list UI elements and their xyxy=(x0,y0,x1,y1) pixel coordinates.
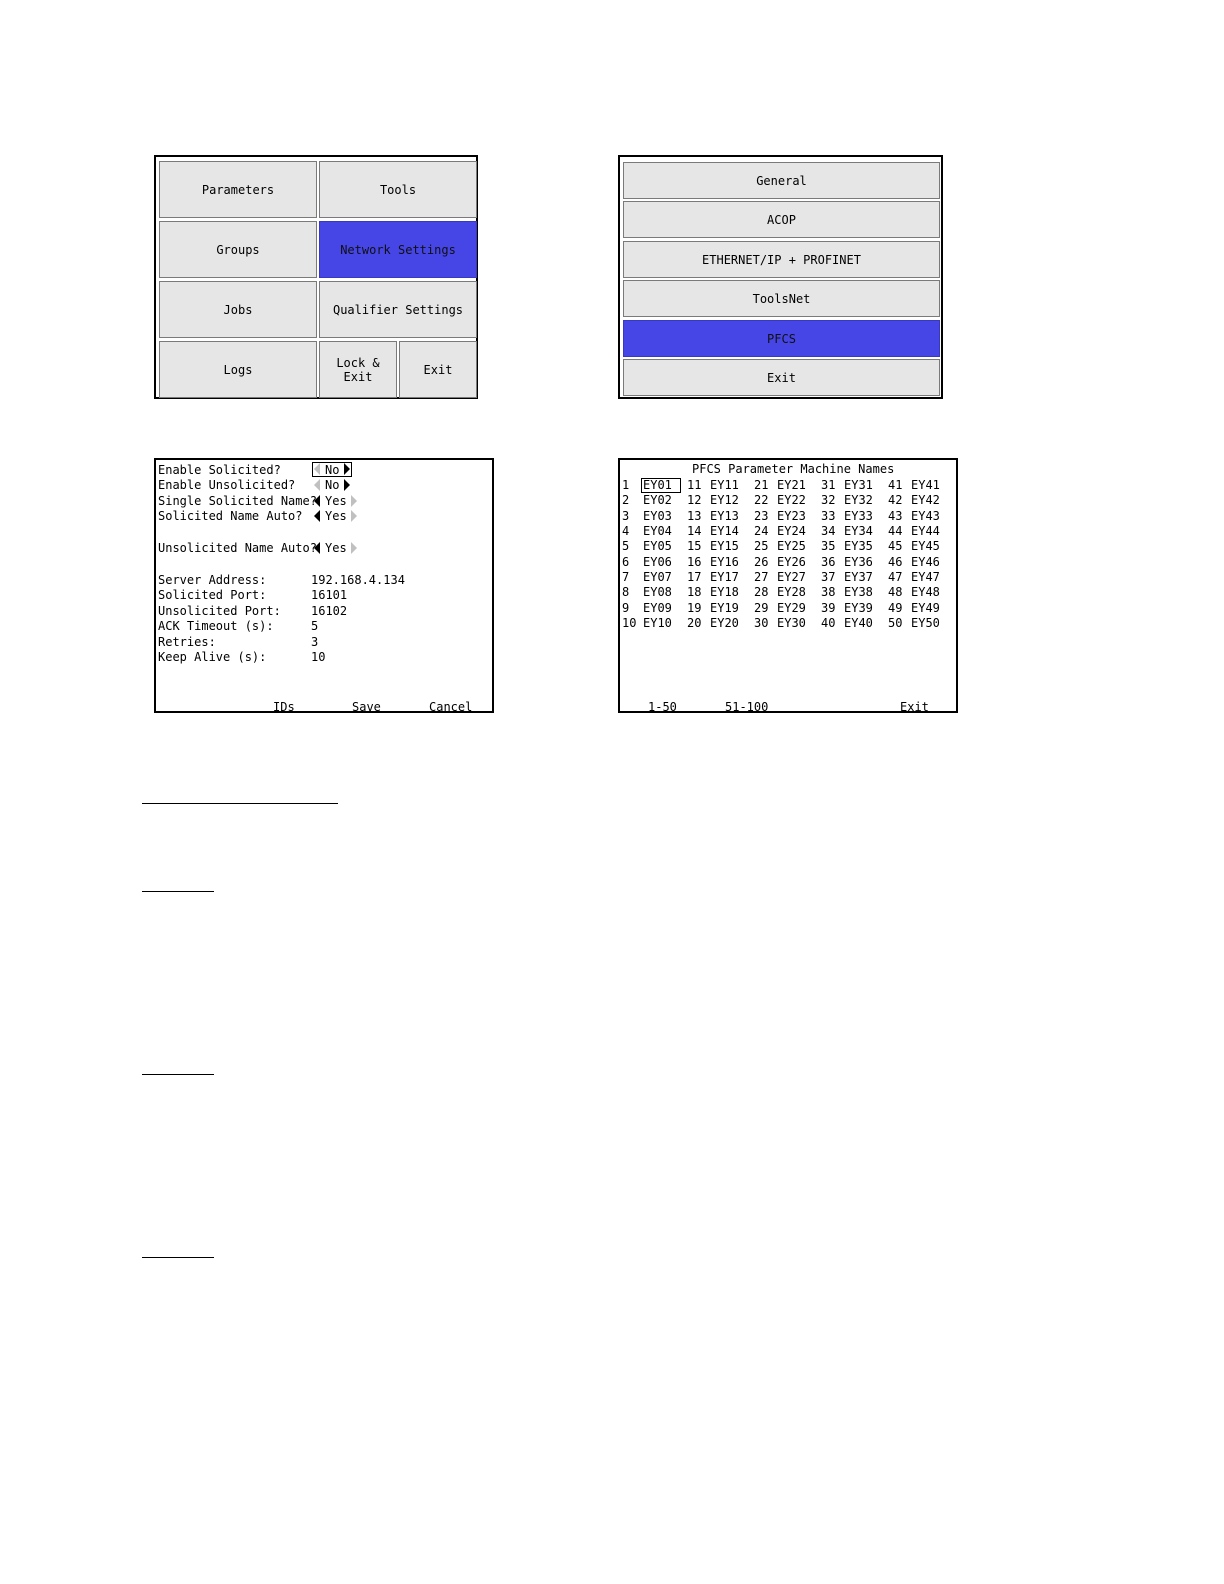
machine-name-field[interactable]: EY24 xyxy=(777,524,806,539)
pfcs-settings-panel xyxy=(154,458,494,713)
machine-names-panel xyxy=(618,458,958,713)
machine-name-field[interactable]: EY47 xyxy=(911,570,940,585)
name-index: 39 xyxy=(821,600,836,615)
name-index: 29 xyxy=(754,600,769,615)
subsection-underline xyxy=(142,1074,214,1075)
name-index: 22 xyxy=(754,493,769,508)
left-arrow-icon[interactable] xyxy=(314,542,320,554)
exit-softkey[interactable]: Exit xyxy=(900,700,929,714)
acop-item[interactable] xyxy=(623,201,940,238)
name-index: 37 xyxy=(821,570,836,585)
name-index: 49 xyxy=(888,600,903,615)
lock-exit-label-line1: Lock & xyxy=(336,355,380,370)
left-arrow-icon[interactable] xyxy=(314,495,320,507)
machine-name-field[interactable]: EY01 xyxy=(643,478,672,492)
name-index: 41 xyxy=(888,478,903,492)
solicited-name-auto-value[interactable]: Yes xyxy=(325,509,347,523)
machine-name-field[interactable]: EY05 xyxy=(643,539,672,554)
exit-item-label: Exit xyxy=(767,370,796,385)
right-arrow-icon[interactable] xyxy=(351,542,357,554)
logs-button[interactable] xyxy=(159,341,317,398)
name-index: 18 xyxy=(687,585,702,600)
retries-label: Retries: xyxy=(158,635,216,649)
right-arrow-icon[interactable] xyxy=(344,463,350,475)
machine-name-field[interactable]: EY06 xyxy=(643,554,672,569)
machine-name-field[interactable]: EY43 xyxy=(911,508,940,523)
right-arrow-icon[interactable] xyxy=(351,510,357,522)
jobs-button[interactable] xyxy=(159,281,317,338)
main-menu-panel xyxy=(154,155,478,399)
machine-name-field[interactable]: EY21 xyxy=(777,478,806,492)
machine-name-field[interactable]: EY29 xyxy=(777,600,806,615)
tools-label: Tools xyxy=(379,182,417,197)
machine-name-field[interactable]: EY18 xyxy=(710,585,739,600)
name-index: 32 xyxy=(821,493,836,508)
machine-name-field[interactable]: EY10 xyxy=(643,616,672,631)
subsection-underline xyxy=(142,1257,214,1258)
name-index: 50 xyxy=(888,616,903,631)
unsolicited-name-auto-value[interactable]: Yes xyxy=(325,541,347,555)
name-index: 19 xyxy=(687,600,702,615)
machine-names-title: PFCS Parameter Machine Names xyxy=(692,462,895,476)
name-index: 34 xyxy=(821,524,836,539)
acop-label: ACOP xyxy=(767,212,796,227)
save-softkey[interactable]: Save xyxy=(352,700,381,714)
general-item[interactable] xyxy=(623,162,940,199)
ids-softkey[interactable]: IDs xyxy=(273,700,295,714)
network-settings-button[interactable] xyxy=(319,221,477,278)
machine-name-field[interactable]: EY13 xyxy=(710,508,739,523)
jobs-label: Jobs xyxy=(223,302,253,317)
name-index: 7 xyxy=(622,570,630,585)
machine-name-field[interactable]: EY11 xyxy=(710,478,739,492)
machine-name-field[interactable]: EY12 xyxy=(710,493,739,508)
range-1-50-softkey[interactable]: 1-50 xyxy=(648,700,677,714)
exit-label: Exit xyxy=(423,362,453,377)
name-index: 17 xyxy=(687,570,702,585)
machine-name-field[interactable]: EY08 xyxy=(643,585,672,600)
name-index: 2 xyxy=(622,493,630,508)
machine-name-field[interactable]: EY37 xyxy=(844,570,873,585)
machine-name-field[interactable]: EY31 xyxy=(844,478,873,492)
name-index: 47 xyxy=(888,570,903,585)
name-index: 46 xyxy=(888,554,903,569)
groups-label: Groups xyxy=(216,242,260,257)
single-solicited-name-value[interactable]: Yes xyxy=(325,494,347,508)
parameters-button[interactable] xyxy=(159,161,317,218)
general-label: General xyxy=(756,173,807,188)
machine-name-field[interactable]: EY41 xyxy=(911,478,940,492)
name-index: 36 xyxy=(821,554,836,569)
name-index: 8 xyxy=(622,585,630,600)
pfcs-label: PFCS xyxy=(767,331,796,346)
left-arrow-icon[interactable] xyxy=(314,463,320,475)
unsolicited-port-label: Unsolicited Port: xyxy=(158,604,281,618)
name-index: 16 xyxy=(687,554,702,569)
name-index: 13 xyxy=(687,508,702,523)
exit-button[interactable] xyxy=(399,341,477,398)
machine-name-field[interactable]: EY22 xyxy=(777,493,806,508)
machine-name-field[interactable]: EY38 xyxy=(844,585,873,600)
machine-name-field[interactable]: EY28 xyxy=(777,585,806,600)
name-index: 3 xyxy=(622,508,630,523)
logs-label: Logs xyxy=(223,362,253,377)
lock-exit-label-line2: Exit xyxy=(343,369,373,384)
section-underline xyxy=(142,803,338,804)
tools-button[interactable] xyxy=(319,161,477,218)
enable-solicited-value[interactable]: No xyxy=(325,463,340,477)
ack-timeout-value[interactable]: 5 xyxy=(311,619,319,633)
name-index: 42 xyxy=(888,493,903,508)
left-arrow-icon[interactable] xyxy=(314,479,320,491)
ethernet-ip-profinet-label: ETHERNET/IP + PROFINET xyxy=(702,252,861,267)
single-solicited-name-label: Single Solicited Name? xyxy=(158,494,317,508)
name-index: 4 xyxy=(622,524,630,539)
qualifier-settings-button[interactable] xyxy=(319,281,477,338)
machine-name-field[interactable]: EY48 xyxy=(911,585,940,600)
name-index: 43 xyxy=(888,508,903,523)
machine-name-field[interactable]: EY44 xyxy=(911,524,940,539)
solicited-port-value[interactable]: 16101 xyxy=(311,588,348,602)
name-index: 40 xyxy=(821,616,836,631)
machine-name-field[interactable]: EY49 xyxy=(911,600,940,615)
machine-name-field[interactable]: EY35 xyxy=(844,539,873,554)
name-index: 21 xyxy=(754,478,769,492)
machine-name-field[interactable]: EY32 xyxy=(844,493,873,508)
name-index: 33 xyxy=(821,508,836,523)
subsection-underline xyxy=(142,891,214,892)
name-index: 20 xyxy=(687,616,702,631)
machine-name-field[interactable]: EY17 xyxy=(710,570,739,585)
unsolicited-name-auto-label: Unsolicited Name Auto? xyxy=(158,541,317,555)
enable-unsolicited-label: Enable Unsolicited? xyxy=(158,478,296,492)
machine-name-field[interactable]: EY40 xyxy=(844,616,873,631)
name-index: 28 xyxy=(754,585,769,600)
machine-name-field[interactable]: EY45 xyxy=(911,539,940,554)
name-index: 23 xyxy=(754,508,769,523)
range-51-100-softkey[interactable]: 51-100 xyxy=(725,700,769,714)
ack-timeout-label: ACK Timeout (s): xyxy=(158,619,274,633)
machine-name-field[interactable]: EY20 xyxy=(710,616,739,631)
left-arrow-icon[interactable] xyxy=(314,510,320,522)
groups-button[interactable] xyxy=(159,221,317,278)
machine-name-field[interactable]: EY16 xyxy=(710,554,739,569)
name-index: 9 xyxy=(622,600,630,615)
toolsnet-label: ToolsNet xyxy=(752,291,811,306)
unsolicited-port-value[interactable]: 16102 xyxy=(311,604,348,618)
enable-unsolicited-value[interactable]: No xyxy=(325,478,340,492)
machine-name-field[interactable]: EY02 xyxy=(643,493,672,508)
machine-name-field[interactable]: EY46 xyxy=(911,554,940,569)
name-index: 25 xyxy=(754,539,769,554)
machine-name-field[interactable]: EY07 xyxy=(643,570,672,585)
selected-name-focus xyxy=(641,478,681,493)
machine-name-field[interactable]: EY42 xyxy=(911,493,940,508)
name-index: 15 xyxy=(687,539,702,554)
name-index: 5 xyxy=(622,539,630,554)
name-index: 35 xyxy=(821,539,836,554)
exit-item[interactable] xyxy=(623,359,940,396)
name-index: 12 xyxy=(687,493,702,508)
name-index: 45 xyxy=(888,539,903,554)
keep-alive-label: Keep Alive (s): xyxy=(158,650,267,664)
machine-name-field[interactable]: EY39 xyxy=(844,600,873,615)
toolsnet-item[interactable] xyxy=(623,280,940,317)
pfcs-item[interactable] xyxy=(623,320,940,357)
machine-name-field[interactable]: EY14 xyxy=(710,524,739,539)
machine-name-field[interactable]: EY09 xyxy=(643,600,672,615)
solicited-port-label: Solicited Port: xyxy=(158,588,267,602)
name-index: 1 xyxy=(622,478,630,492)
retries-value[interactable]: 3 xyxy=(311,635,319,649)
name-index: 44 xyxy=(888,524,903,539)
name-index: 6 xyxy=(622,554,630,569)
machine-name-field[interactable]: EY03 xyxy=(643,508,672,523)
machine-name-field[interactable]: EY30 xyxy=(777,616,806,631)
server-address-label: Server Address: xyxy=(158,573,267,587)
machine-name-field[interactable]: EY04 xyxy=(643,524,672,539)
enable-solicited-label: Enable Solicited? xyxy=(158,463,281,477)
cancel-softkey[interactable]: Cancel xyxy=(429,700,473,714)
network-settings-label: Network Settings xyxy=(340,242,456,257)
right-arrow-icon[interactable] xyxy=(344,479,350,491)
name-index: 14 xyxy=(687,524,702,539)
machine-name-field[interactable]: EY50 xyxy=(911,616,940,631)
machine-name-field[interactable]: EY25 xyxy=(777,539,806,554)
name-index: 10 xyxy=(622,616,637,631)
name-index: 30 xyxy=(754,616,769,631)
machine-name-field[interactable]: EY26 xyxy=(777,554,806,569)
name-index: 11 xyxy=(687,478,702,492)
ethernet-ip-profinet-item[interactable] xyxy=(623,241,940,278)
name-index: 31 xyxy=(821,478,836,492)
name-index: 27 xyxy=(754,570,769,585)
name-index: 48 xyxy=(888,585,903,600)
machine-name-field[interactable]: EY34 xyxy=(844,524,873,539)
machine-name-field[interactable]: EY33 xyxy=(844,508,873,523)
machine-name-field[interactable]: EY15 xyxy=(710,539,739,554)
machine-name-field[interactable]: EY23 xyxy=(777,508,806,523)
qualifier-settings-label: Qualifier Settings xyxy=(332,302,464,317)
machine-name-field[interactable]: EY19 xyxy=(710,600,739,615)
solicited-name-auto-label: Solicited Name Auto? xyxy=(158,509,303,523)
machine-name-field[interactable]: EY27 xyxy=(777,570,806,585)
server-address-value[interactable]: 192.168.4.134 xyxy=(311,573,405,587)
right-arrow-icon[interactable] xyxy=(351,495,357,507)
machine-name-field[interactable]: EY36 xyxy=(844,554,873,569)
name-index: 26 xyxy=(754,554,769,569)
keep-alive-value[interactable]: 10 xyxy=(311,650,326,664)
network-settings-panel xyxy=(618,155,943,399)
name-index: 24 xyxy=(754,524,769,539)
parameters-label: Parameters xyxy=(201,182,275,197)
lock-exit-button[interactable] xyxy=(319,341,397,398)
name-index: 38 xyxy=(821,585,836,600)
